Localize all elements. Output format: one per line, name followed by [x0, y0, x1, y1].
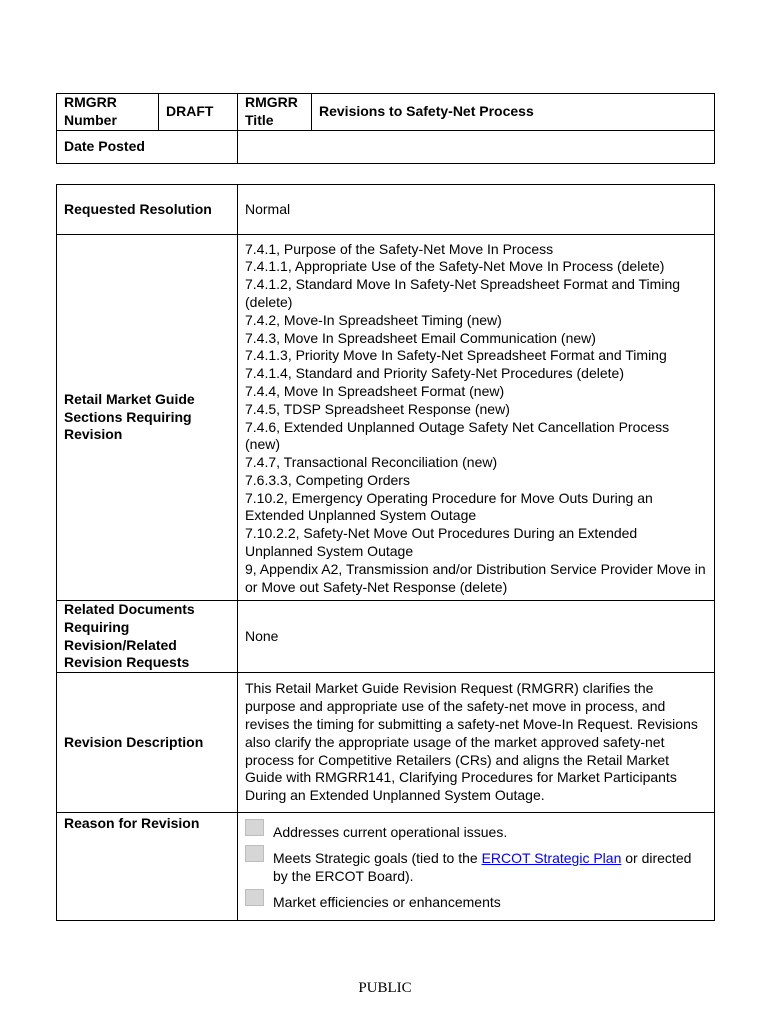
section-item: 7.10.2, Emergency Operating Procedure for Move Outs During an Extended Unplanned System Outage	[245, 489, 653, 524]
ercot-strategic-plan-link[interactable]: ERCOT Strategic Plan	[481, 850, 622, 867]
date-posted-label: Date Posted	[57, 130, 238, 163]
related-documents-value: None	[238, 601, 715, 673]
checkbox-efficiencies[interactable]	[245, 889, 264, 906]
reason-option-strategic[interactable]	[245, 849, 707, 885]
revision-description-label: Revision Description	[57, 673, 238, 813]
section-item: 7.4.1.3, Priority Move In Safety-Net Spreadsheet Format and Timing	[245, 347, 667, 364]
reason-option-label	[273, 849, 707, 885]
section-item: 7.4.1.2, Standard Move In Safety-Net Spreadsheet Format and Timing (delete)	[245, 276, 681, 310]
section-item: 7.4.6, Extended Unplanned Outage Safety Net Cancellation Process (new)	[245, 418, 670, 453]
sections-label: Retail Market Guide Sections Requiring Revision	[57, 235, 238, 601]
rmgrr-title-value: Revisions to Safety-Net Process	[312, 94, 715, 131]
revision-description-value: This Retail Market Guide Revision Request (RMGRR) clarifies the purpose and appropriate use of the safety-net move in process, and revises the timing for submitting a safety-net Move-In Request. Revisions also clarify the appropriate usage of the market approved safety-net process for Competitive Retailers (CRs) and aligns the Retail Market Guide with RMGRR141, Clarifying Procedures for Market Participants During an Extended Unplanned System Outage.	[238, 673, 715, 813]
section-item: 7.4.3, Move In Spreadsheet Email Communication (new)	[245, 329, 596, 346]
reason-option-efficiencies[interactable]	[245, 893, 707, 911]
checkbox-strategic[interactable]	[245, 845, 264, 862]
section-item: 7.4.5, TDSP Spreadsheet Response (new)	[245, 400, 510, 417]
reason-option-label: Addresses current operational issues.	[273, 824, 508, 841]
section-item: 7.4.2, Move-In Spreadsheet Timing (new)	[245, 311, 502, 328]
sections-list	[238, 235, 715, 601]
details-table	[56, 184, 715, 921]
related-documents-label: Related Documents Requiring Revision/Related Revision Requests	[57, 601, 238, 673]
rmgrr-number-label: RMGRR Number	[57, 94, 159, 131]
checkbox-operational[interactable]	[245, 819, 264, 836]
section-item: 7.4.1, Purpose of the Safety-Net Move In Process	[245, 240, 554, 257]
reason-strategic-suffix: or directed by the ERCOT Board).	[273, 850, 692, 885]
section-item: 7.10.2.2, Safety-Net Move Out Procedures During an Extended Unplanned System Outage	[245, 525, 638, 560]
section-item: 7.4.7, Transactional Reconciliation (new)	[245, 454, 498, 471]
reason-option-label: Market efficiencies or enhancements	[273, 894, 501, 911]
section-item: 7.6.3.3, Competing Orders	[245, 471, 410, 488]
rmgrr-number-value: DRAFT	[159, 94, 238, 131]
date-posted-value	[238, 130, 715, 163]
requested-resolution-value: Normal	[238, 185, 715, 235]
section-item: 7.4.1.4, Standard and Priority Safety-Net Procedures (delete)	[245, 365, 624, 382]
section-item: 7.4.4, Move In Spreadsheet Format (new)	[245, 382, 505, 399]
reason-options	[238, 813, 715, 921]
reason-strategic-prefix: Meets Strategic goals (tied to the	[273, 850, 482, 867]
section-item: 9, Appendix A2, Transmission and/or Distribution Service Provider Move in or Move out Safety-Net Response (delete)	[245, 560, 706, 595]
footer-public-label: PUBLIC	[358, 980, 412, 996]
requested-resolution-label: Requested Resolution	[57, 185, 238, 235]
rmgrr-title-label: RMGRR Title	[238, 94, 312, 131]
reason-for-revision-label: Reason for Revision	[57, 813, 238, 921]
reason-option-operational[interactable]	[245, 823, 707, 841]
header-table	[56, 93, 715, 164]
section-item: 7.4.1.1, Appropriate Use of the Safety-Net Move In Process (delete)	[245, 258, 665, 275]
